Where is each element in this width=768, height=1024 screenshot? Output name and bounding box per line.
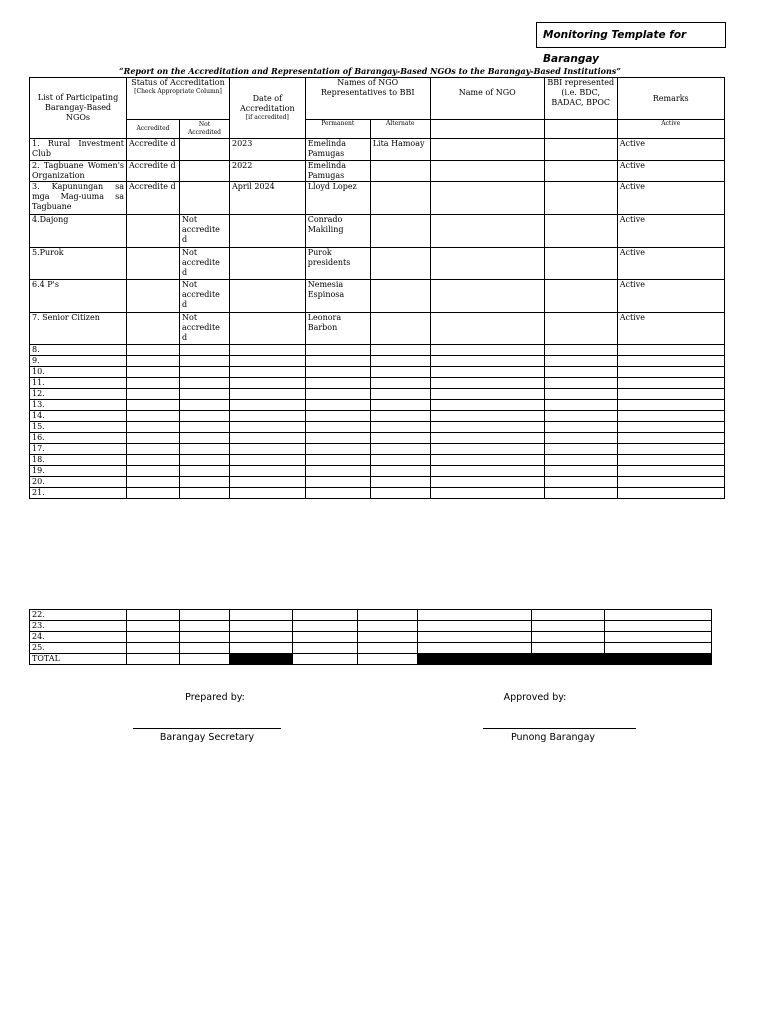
empty-cell — [532, 621, 605, 632]
cell-not: Not accredite d — [180, 313, 230, 345]
report-table — [29, 77, 725, 499]
empty-cell — [544, 488, 617, 499]
empty-cell — [180, 466, 230, 477]
table-row — [30, 161, 725, 182]
empty-cell — [305, 356, 370, 367]
empty-cell — [127, 444, 180, 455]
empty-cell — [370, 466, 430, 477]
empty-cell — [305, 477, 370, 488]
header-accredited: Accredited — [127, 120, 180, 139]
cell-perm: Purok presidents — [305, 248, 370, 280]
table-row — [30, 466, 725, 477]
row-number: 17. — [30, 444, 127, 455]
cell-acc: Accredite d — [127, 139, 180, 161]
row-number: 12. — [30, 389, 127, 400]
empty-cell — [293, 643, 358, 654]
empty-cell — [418, 610, 532, 621]
empty-cell — [617, 378, 724, 389]
empty-cell — [305, 433, 370, 444]
table-row — [30, 433, 725, 444]
cell-name: 7. Senior Citizen — [30, 313, 127, 345]
empty-cell — [127, 400, 180, 411]
row-number: 19. — [30, 466, 127, 477]
row-number: 9. — [30, 356, 127, 367]
empty-cell — [418, 632, 532, 643]
empty-cell — [370, 422, 430, 433]
empty-cell — [305, 400, 370, 411]
empty-cell — [430, 411, 544, 422]
header-blank — [430, 120, 544, 139]
cell-date: April 2024 — [230, 182, 306, 215]
cell-remarks: Active — [617, 215, 724, 248]
table-row — [30, 345, 725, 356]
total-cell — [358, 654, 418, 665]
row-number: 22. — [30, 610, 127, 621]
empty-cell — [293, 632, 358, 643]
table-row — [30, 356, 725, 367]
empty-cell — [430, 378, 544, 389]
empty-cell — [230, 632, 293, 643]
empty-cell — [180, 433, 230, 444]
empty-cell — [230, 356, 306, 367]
prepared-by-label: Prepared by: — [185, 692, 245, 703]
total-cell — [180, 654, 230, 665]
empty-cell — [605, 643, 712, 654]
row-number: 25. — [30, 643, 127, 654]
table-row — [30, 182, 725, 215]
empty-cell — [544, 161, 617, 182]
empty-cell — [430, 313, 544, 345]
empty-cell — [430, 161, 544, 182]
header-list: List of Participating Barangay-Based NGOs — [30, 78, 127, 139]
header-names: Names of NGO Representatives to BBI — [305, 78, 430, 120]
cell-perm: Nemesia Espinosa — [305, 280, 370, 313]
empty-cell — [230, 400, 306, 411]
row-number: 20. — [30, 477, 127, 488]
cell-name: 1. Rural Investment Club — [30, 139, 127, 161]
cell-not — [180, 139, 230, 161]
approved-by-label: Approved by: — [503, 692, 567, 703]
empty-cell — [370, 367, 430, 378]
empty-cell — [127, 610, 180, 621]
total-row — [30, 654, 712, 665]
table-row — [30, 389, 725, 400]
table-row — [30, 632, 712, 643]
total-cell-blackout — [532, 654, 605, 665]
cell-alt — [370, 313, 430, 345]
row-number: 24. — [30, 632, 127, 643]
empty-cell — [180, 621, 230, 632]
empty-cell — [180, 455, 230, 466]
empty-cell — [127, 367, 180, 378]
cell-name: 2. Tagbuane Women's Organization — [30, 161, 127, 182]
row-number: 23. — [30, 621, 127, 632]
cell-name: 5.Purok — [30, 248, 127, 280]
empty-cell — [370, 477, 430, 488]
header-not-accredited: Not Accredited — [180, 120, 230, 139]
empty-cell — [617, 345, 724, 356]
total-cell — [127, 654, 180, 665]
empty-cell — [305, 367, 370, 378]
total-cell-blackout — [230, 654, 293, 665]
cell-perm: Emelinda Pamugas — [305, 139, 370, 161]
empty-cell — [180, 356, 230, 367]
cell-date — [230, 248, 306, 280]
empty-cell — [544, 313, 617, 345]
punong-barangay-label: Punong Barangay — [510, 732, 596, 743]
header-date: Date of Accreditation [if accredited] — [230, 78, 306, 139]
empty-cell — [180, 488, 230, 499]
empty-cell — [180, 367, 230, 378]
empty-cell — [180, 610, 230, 621]
empty-cell — [617, 477, 724, 488]
cell-not — [180, 161, 230, 182]
empty-cell — [430, 389, 544, 400]
empty-cell — [370, 389, 430, 400]
cell-not — [180, 182, 230, 215]
empty-cell — [305, 411, 370, 422]
total-cell-blackout — [605, 654, 712, 665]
total-label: TOTAL — [30, 654, 127, 665]
cell-alt — [370, 248, 430, 280]
empty-cell — [370, 444, 430, 455]
table-row — [30, 610, 712, 621]
row-number: 11. — [30, 378, 127, 389]
empty-cell — [305, 466, 370, 477]
empty-cell — [127, 433, 180, 444]
row-number: 10. — [30, 367, 127, 378]
row-number: 15. — [30, 422, 127, 433]
empty-cell — [127, 411, 180, 422]
table-row — [30, 378, 725, 389]
template-tag: Monitoring Template for Barangay — [536, 22, 726, 48]
empty-cell — [532, 632, 605, 643]
empty-cell — [305, 455, 370, 466]
empty-cell — [544, 411, 617, 422]
empty-cell — [617, 488, 724, 499]
empty-cell — [180, 411, 230, 422]
empty-cell — [230, 488, 306, 499]
cell-not: Not accredite d — [180, 248, 230, 280]
table-row — [30, 248, 725, 280]
table-row — [30, 643, 712, 654]
empty-cell — [230, 422, 306, 433]
empty-cell — [370, 356, 430, 367]
empty-cell — [230, 345, 306, 356]
empty-cell — [544, 139, 617, 161]
empty-cell — [127, 488, 180, 499]
empty-cell — [230, 610, 293, 621]
empty-cell — [230, 643, 293, 654]
empty-cell — [293, 621, 358, 632]
empty-cell — [305, 444, 370, 455]
empty-cell — [430, 433, 544, 444]
cell-acc: Accredite d — [127, 161, 180, 182]
empty-cell — [617, 356, 724, 367]
empty-cell — [544, 422, 617, 433]
cell-acc — [127, 215, 180, 248]
empty-cell — [544, 433, 617, 444]
empty-cell — [127, 422, 180, 433]
cell-date — [230, 215, 306, 248]
empty-cell — [430, 400, 544, 411]
empty-cell — [532, 643, 605, 654]
table-row — [30, 621, 712, 632]
empty-cell — [430, 182, 544, 215]
header-remarks: Remarks — [617, 78, 724, 120]
empty-cell — [127, 477, 180, 488]
empty-cell — [180, 444, 230, 455]
cell-perm: Lloyd Lopez — [305, 182, 370, 215]
empty-cell — [617, 444, 724, 455]
empty-cell — [430, 356, 544, 367]
table-row — [30, 280, 725, 313]
row-number: 18. — [30, 455, 127, 466]
empty-cell — [127, 356, 180, 367]
empty-cell — [230, 378, 306, 389]
empty-cell — [544, 378, 617, 389]
empty-cell — [617, 367, 724, 378]
empty-cell — [127, 455, 180, 466]
empty-cell — [230, 621, 293, 632]
total-cell — [293, 654, 358, 665]
cell-not: Not accredite d — [180, 280, 230, 313]
empty-cell — [430, 455, 544, 466]
report-table-continued — [29, 609, 712, 665]
barangay-secretary-label: Barangay Secretary — [159, 732, 255, 743]
empty-cell — [230, 367, 306, 378]
table-row — [30, 139, 725, 161]
empty-cell — [544, 248, 617, 280]
cell-alt — [370, 215, 430, 248]
empty-cell — [430, 466, 544, 477]
header-permanent: Permanent — [305, 120, 370, 139]
cell-remarks: Active — [617, 248, 724, 280]
empty-cell — [358, 632, 418, 643]
empty-cell — [370, 433, 430, 444]
empty-cell — [430, 280, 544, 313]
cell-name: 3. Kapunungan sa mga Mag-uuma sa Tagbuane — [30, 182, 127, 215]
empty-cell — [370, 378, 430, 389]
empty-cell — [180, 632, 230, 643]
table-row — [30, 215, 725, 248]
empty-cell — [544, 477, 617, 488]
empty-cell — [544, 182, 617, 215]
empty-cell — [230, 466, 306, 477]
row-number: 21. — [30, 488, 127, 499]
empty-cell — [230, 433, 306, 444]
empty-cell — [617, 466, 724, 477]
header-status: Status of Accreditation [Check Appropriate Column] — [127, 78, 230, 120]
empty-cell — [127, 621, 180, 632]
empty-cell — [230, 411, 306, 422]
empty-cell — [180, 643, 230, 654]
table-row — [30, 444, 725, 455]
prepared-signature-line — [133, 728, 281, 729]
table-row — [30, 455, 725, 466]
cell-name: 4.Dajong — [30, 215, 127, 248]
empty-cell — [544, 356, 617, 367]
cell-acc — [127, 280, 180, 313]
empty-cell — [305, 389, 370, 400]
table-row — [30, 411, 725, 422]
empty-cell — [605, 621, 712, 632]
cell-remarks: Active — [617, 313, 724, 345]
empty-cell — [605, 610, 712, 621]
cell-remarks: Active — [617, 161, 724, 182]
cell-alt — [370, 161, 430, 182]
empty-cell — [127, 345, 180, 356]
table-row — [30, 400, 725, 411]
empty-cell — [305, 378, 370, 389]
table-row — [30, 477, 725, 488]
row-number: 14. — [30, 411, 127, 422]
table-row — [30, 313, 725, 345]
empty-cell — [605, 632, 712, 643]
empty-cell — [305, 422, 370, 433]
empty-cell — [180, 345, 230, 356]
empty-cell — [544, 215, 617, 248]
empty-cell — [180, 422, 230, 433]
cell-perm: Leonora Barbon — [305, 313, 370, 345]
header-alternate: Alternate — [370, 120, 430, 139]
empty-cell — [544, 466, 617, 477]
empty-cell — [180, 400, 230, 411]
empty-cell — [293, 610, 358, 621]
row-number: 13. — [30, 400, 127, 411]
empty-cell — [127, 389, 180, 400]
empty-cell — [544, 400, 617, 411]
empty-cell — [230, 389, 306, 400]
empty-cell — [617, 433, 724, 444]
cell-date — [230, 313, 306, 345]
empty-cell — [617, 411, 724, 422]
empty-cell — [544, 280, 617, 313]
empty-cell — [430, 477, 544, 488]
empty-cell — [617, 455, 724, 466]
empty-cell — [430, 488, 544, 499]
cell-perm: Conrado Makiling — [305, 215, 370, 248]
report-title: “Report on the Accreditation and Representation of Barangay-Based NGOs to the Barangay-Based Institutions” — [119, 66, 621, 76]
approved-signature-line — [483, 728, 636, 729]
total-cell-blackout — [418, 654, 532, 665]
cell-alt — [370, 182, 430, 215]
table-row — [30, 367, 725, 378]
header-active: Active — [617, 120, 724, 139]
empty-cell — [370, 345, 430, 356]
cell-alt — [370, 280, 430, 313]
empty-cell — [617, 400, 724, 411]
cell-acc — [127, 313, 180, 345]
cell-acc — [127, 248, 180, 280]
empty-cell — [544, 444, 617, 455]
cell-date — [230, 280, 306, 313]
empty-cell — [180, 378, 230, 389]
empty-cell — [617, 389, 724, 400]
empty-cell — [532, 610, 605, 621]
cell-name: 6.4 P's — [30, 280, 127, 313]
empty-cell — [544, 455, 617, 466]
empty-cell — [418, 621, 532, 632]
cell-alt: Lita Hamoay — [370, 139, 430, 161]
empty-cell — [358, 621, 418, 632]
empty-cell — [430, 248, 544, 280]
empty-cell — [305, 488, 370, 499]
header-bbi: BBI represented (i.e. BDC, BADAC, BPOC — [544, 78, 617, 120]
empty-cell — [230, 455, 306, 466]
empty-cell — [544, 345, 617, 356]
empty-cell — [544, 367, 617, 378]
cell-remarks: Active — [617, 280, 724, 313]
table-row — [30, 422, 725, 433]
cell-remarks: Active — [617, 182, 724, 215]
empty-cell — [430, 345, 544, 356]
row-number: 16. — [30, 433, 127, 444]
cell-remarks: Active — [617, 139, 724, 161]
table-row — [30, 488, 725, 499]
cell-date: 2023 — [230, 139, 306, 161]
empty-cell — [370, 455, 430, 466]
empty-cell — [127, 643, 180, 654]
empty-cell — [430, 444, 544, 455]
row-number: 8. — [30, 345, 127, 356]
empty-cell — [127, 466, 180, 477]
empty-cell — [180, 477, 230, 488]
empty-cell — [617, 422, 724, 433]
empty-cell — [127, 632, 180, 643]
empty-cell — [544, 389, 617, 400]
empty-cell — [370, 400, 430, 411]
empty-cell — [358, 610, 418, 621]
empty-cell — [358, 643, 418, 654]
empty-cell — [230, 477, 306, 488]
cell-date: 2022 — [230, 161, 306, 182]
empty-cell — [430, 367, 544, 378]
empty-cell — [127, 378, 180, 389]
empty-cell — [418, 643, 532, 654]
empty-cell — [305, 345, 370, 356]
empty-cell — [180, 389, 230, 400]
empty-cell — [430, 215, 544, 248]
empty-cell — [370, 411, 430, 422]
empty-cell — [230, 444, 306, 455]
empty-cell — [430, 139, 544, 161]
header-blank — [544, 120, 617, 139]
empty-cell — [370, 488, 430, 499]
header-ngo-name: Name of NGO — [430, 78, 544, 120]
cell-perm: Emelinda Pamugas — [305, 161, 370, 182]
cell-acc: Accredite d — [127, 182, 180, 215]
cell-not: Not accredite d — [180, 215, 230, 248]
empty-cell — [430, 422, 544, 433]
